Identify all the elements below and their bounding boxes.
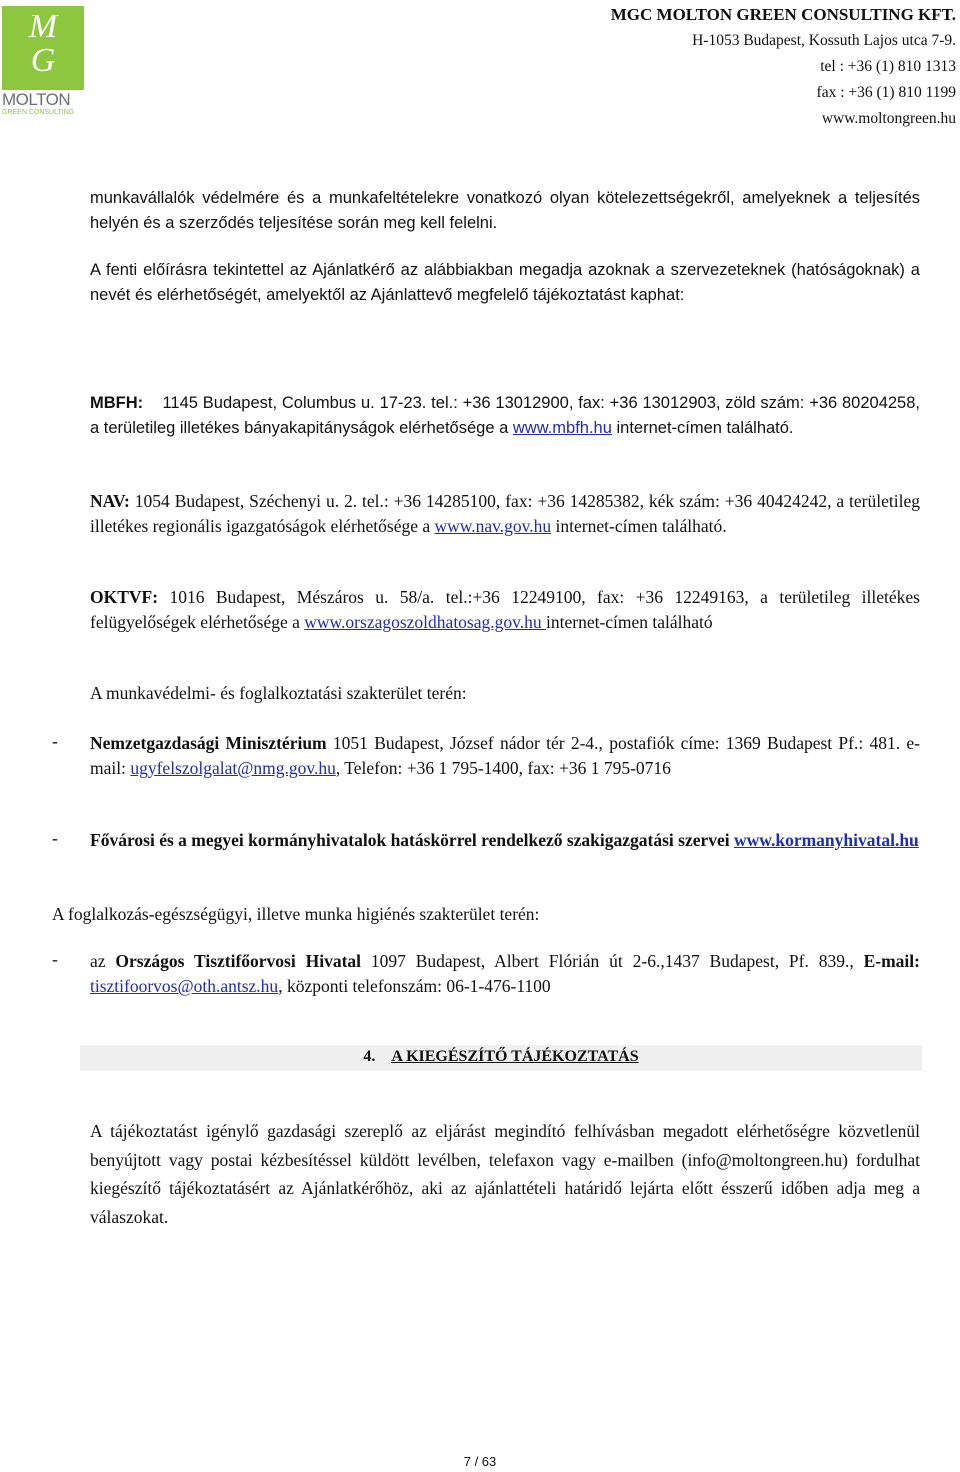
mbfh-label: MBFH: xyxy=(90,394,144,412)
oth-email-link[interactable]: tisztifoorvos@oth.antsz.hu xyxy=(90,976,279,996)
oth-prefix: az xyxy=(90,951,116,971)
korm-entry xyxy=(90,828,920,853)
oktvf-text: 1016 Budapest, Mészáros u. 58/a. tel.:+36 12249100, fax: +36 12249163, a területileg illetékes felügyelőségek elérhetősége a xyxy=(90,587,920,632)
company-fax: fax : +36 (1) 810 1199 xyxy=(816,84,956,101)
logo-letter-m: M xyxy=(28,8,58,45)
ngm-name: Nemzetgazdasági Minisztérium xyxy=(90,733,327,753)
paragraph-obligations: munkavállalók védelmére és a munkafeltételekre vonatkozó olyan kötelezettségekről, amelyeknek a teljesítés helyén és a szerződés teljesítése során meg kell felelni. xyxy=(90,189,920,232)
nav-text: 1054 Budapest, Széchenyi u. 2. tel.: +36 14285100, fax: +36 14285382, kék szám: +36 40424242, a területileg illetékes regionális igazgatóságok elérhetősége a xyxy=(90,491,920,536)
logo-name: MOLTON xyxy=(2,90,71,109)
mbfh-tail: internet-címen található. xyxy=(611,419,794,437)
paragraph-supplementary-info: A tájékoztatást igénylő gazdasági szereplő az eljárást megindító felhívásban megadott elérhetőségre közvetlenül benyújtott vagy postai kézbesítéssel küldött levélben, telefaxon vagy e-mailben (info@moltongreen.hu) fordulhat kiegészítő tájékoztatásért az Ajánlatkérőhöz, aki az ajánlattételi határidő lejárta előtt ésszerű időben adja meg a válaszokat. xyxy=(90,1121,920,1227)
ngm-entry xyxy=(90,731,920,781)
oth-entry xyxy=(90,949,920,999)
company-address: H-1053 Budapest, Kossuth Lajos utca 7-9. xyxy=(692,32,956,49)
oktvf-link[interactable]: www.orszagoszoldhatosag.gov.hu xyxy=(304,612,546,632)
ngm-email-link[interactable]: ugyfelszolgalat@nmg.gov.hu xyxy=(130,758,336,778)
section-heading-health: A foglalkozás-egészségügyi, illetve munka higiénés szakterület terén: xyxy=(52,904,540,924)
oktvf-tail: internet-címen található xyxy=(546,612,713,632)
ngm-text: 1051 Budapest, József nádor tér 2-4., postafiók címe: 1369 Budapest Pf.: 481. e-mail: xyxy=(90,733,921,778)
logo-subtitle: GREEN CONSULTING xyxy=(2,109,75,116)
company-name: MGC MOLTON GREEN CONSULTING KFT. xyxy=(610,5,956,24)
mbfh-text: 1145 Budapest, Columbus u. 17-23. tel.: +36 13012900, fax: +36 13012903, zöld szám: +36 80204258, a területileg illetékes bányakapitányságok elérhetősége a xyxy=(90,394,920,437)
oth-text: 1097 Budapest, Albert Flórián út 2-6.,1437 Budapest, Pf. 839., xyxy=(361,951,864,971)
company-web: www.moltongreen.hu xyxy=(821,110,956,127)
section-header-bar xyxy=(80,1045,922,1071)
korm-link[interactable]: www.kormanyhivatal.hu xyxy=(734,830,919,850)
mbfh-link[interactable]: www.mbfh.hu xyxy=(512,419,612,437)
section-title xyxy=(80,1048,922,1066)
nav-entry xyxy=(90,489,920,539)
oth-tail: , központi telefonszám: 06-1-476-1100 xyxy=(278,976,551,996)
section-name: A KIEGÉSZÍTŐ TÁJÉKOZTATÁS xyxy=(391,1048,639,1065)
bullet-dash: - xyxy=(52,828,58,848)
mbfh-entry xyxy=(90,391,920,441)
bullet-dash: - xyxy=(52,731,58,751)
paragraph-intro: A fenti előírásra tekintettel az Ajánlatkérő az alábbiakban megadja azoknak a szervezeteknek (hatóságoknak) a nevét és elérhetőségét, amelyektől az Ajánlattevő megfelelő tájékoztatást kaphat: xyxy=(90,261,920,304)
bullet-dash: - xyxy=(52,949,58,969)
oktvf-label: OKTVF: xyxy=(90,587,159,607)
section-heading-labour: A munkavédelmi- és foglalkoztatási szakterület terén: xyxy=(90,683,467,703)
oktvf-entry xyxy=(90,585,920,635)
company-logo xyxy=(2,6,86,118)
oth-name: Országos Tisztifőorvosi Hivatal xyxy=(115,951,362,971)
nav-label: NAV: xyxy=(90,491,130,511)
ngm-tail: , Telefon: +36 1 795-1400, fax: +36 1 795-0716 xyxy=(335,758,671,778)
korm-name: Fővárosi és a megyei kormányhivatalok hatáskörrel rendelkező szakigazgatási szervei xyxy=(90,830,730,850)
company-tel: tel : +36 (1) 810 1313 xyxy=(820,58,956,75)
section-number: 4. xyxy=(363,1048,376,1065)
letterhead xyxy=(611,2,956,132)
logo-letter-g: G xyxy=(30,42,56,79)
oth-email-label: E-mail: xyxy=(863,951,920,971)
nav-link[interactable]: www.nav.gov.hu xyxy=(434,516,552,536)
page-number: 7 / 63 xyxy=(463,1454,497,1469)
nav-tail: internet-címen található. xyxy=(551,516,727,536)
